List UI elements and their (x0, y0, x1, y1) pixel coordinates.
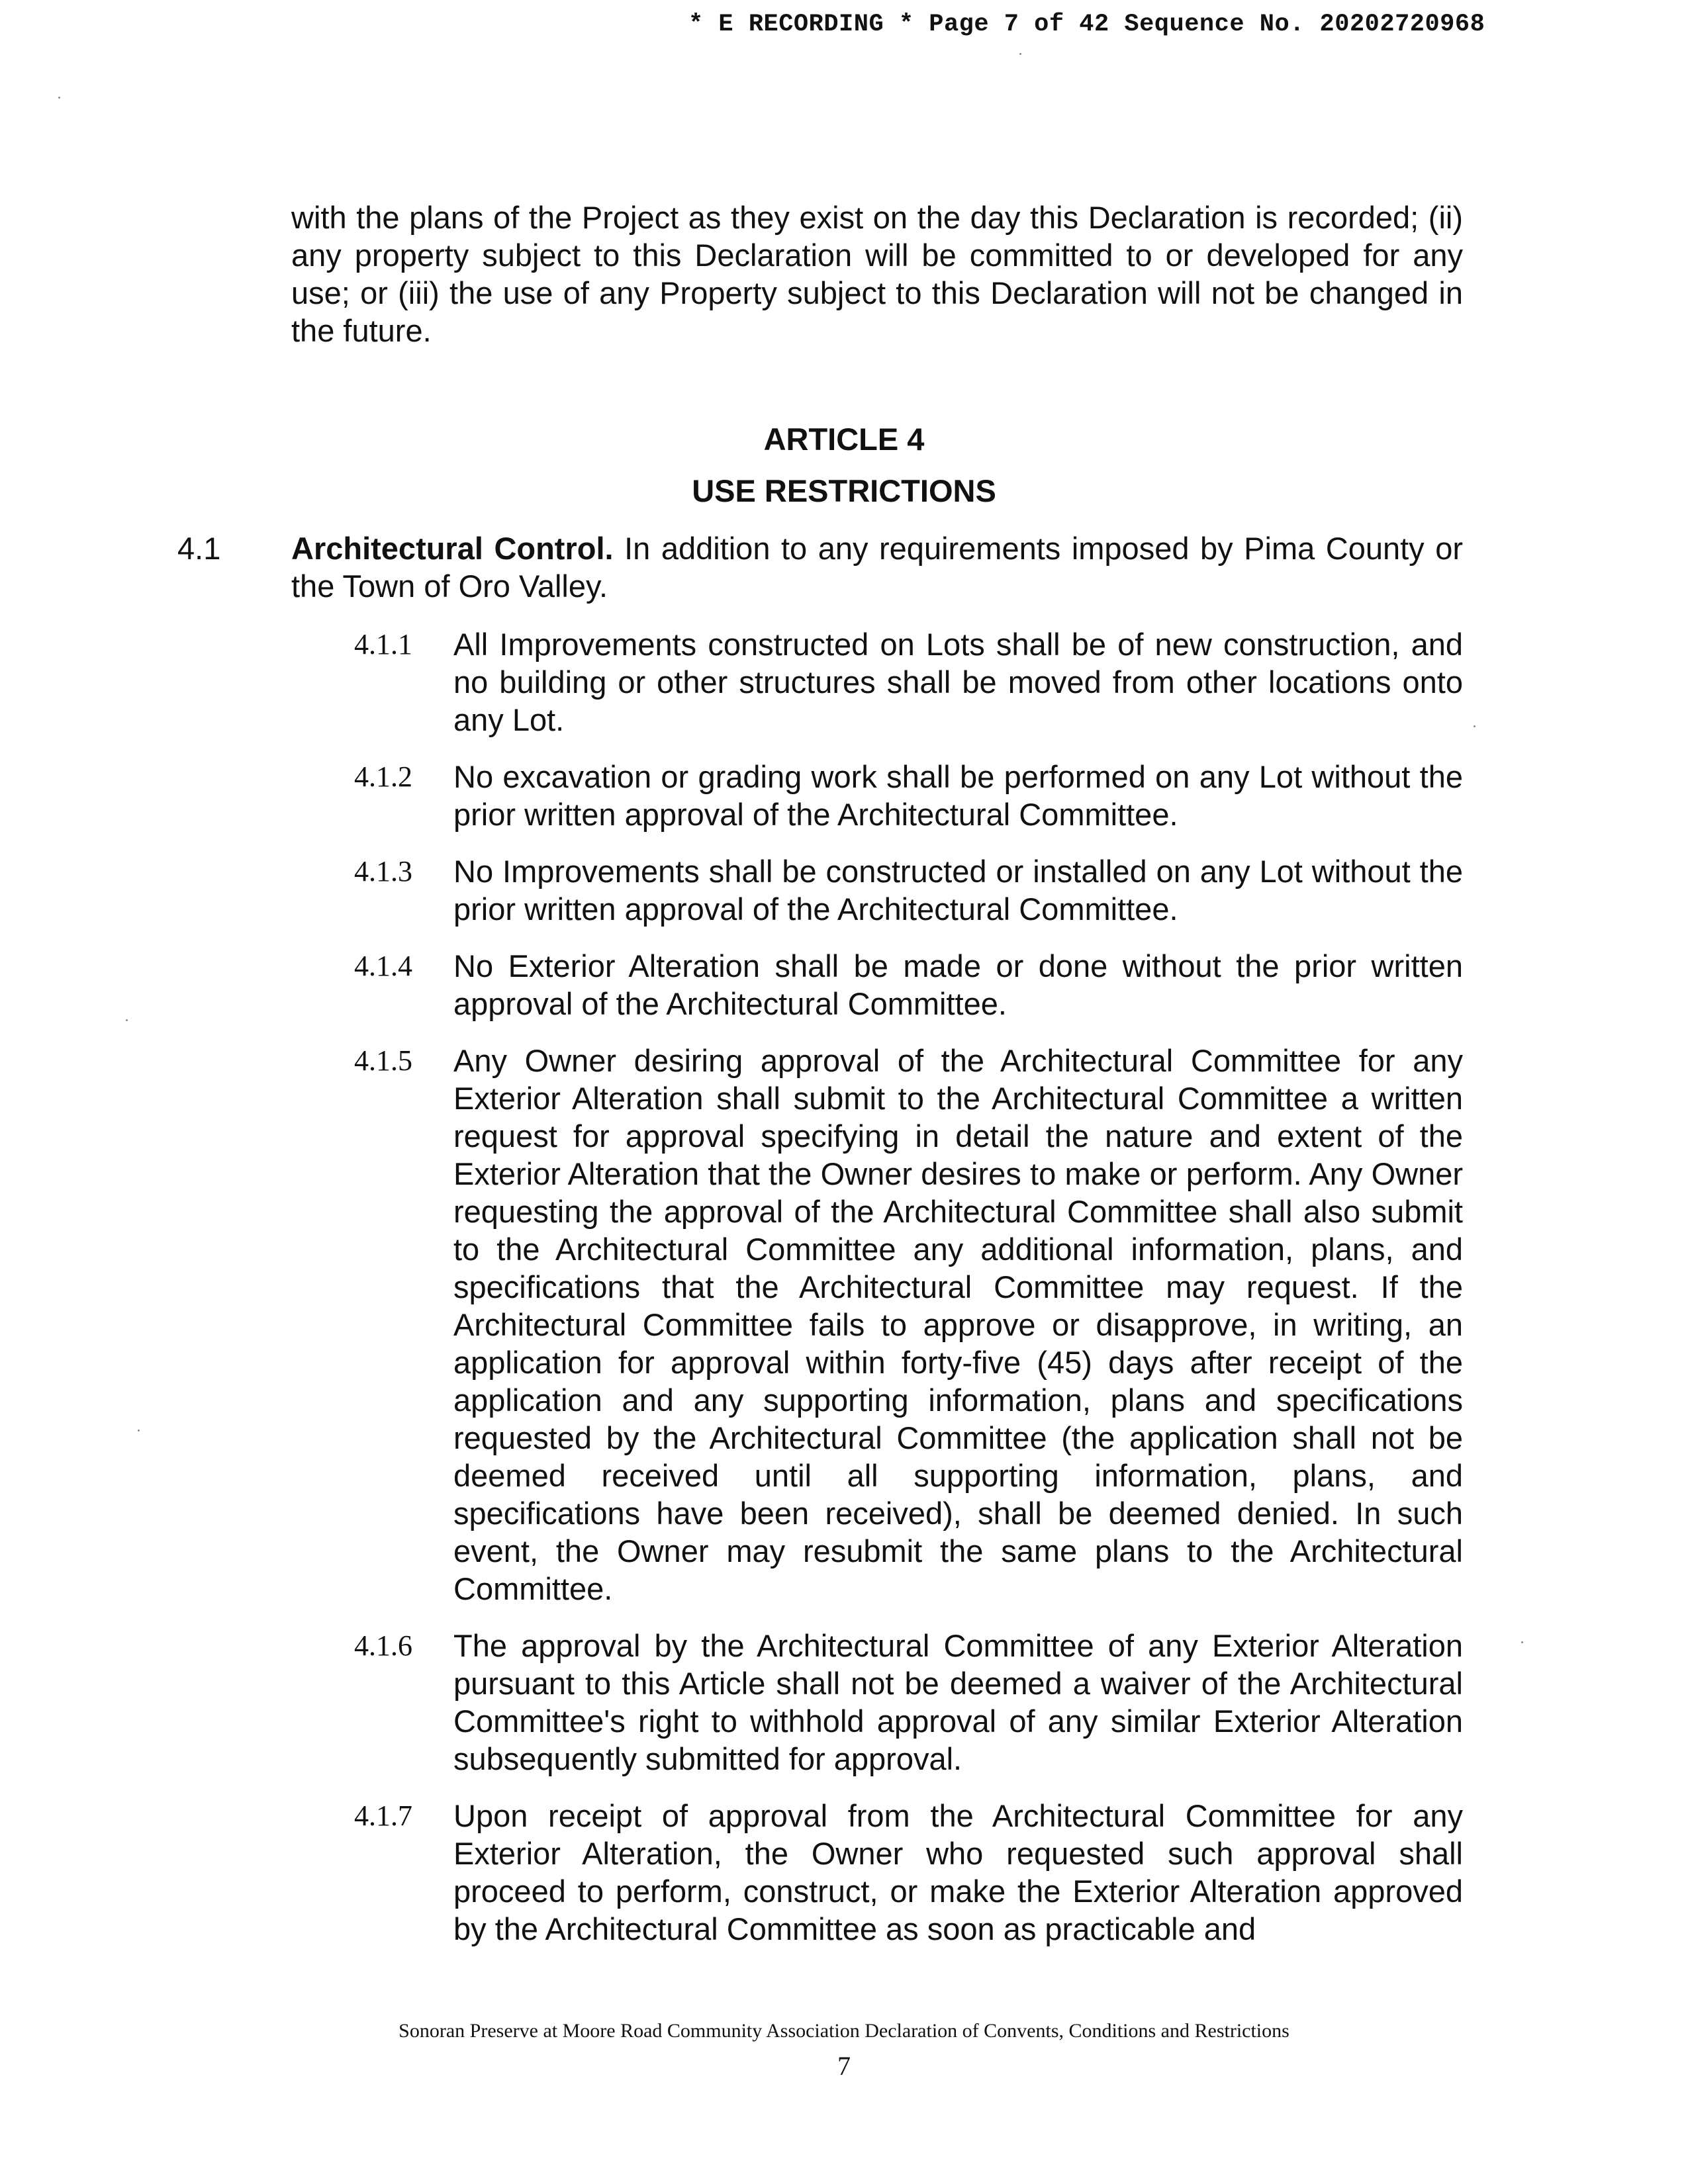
subsection-number: 4.1.1 (354, 628, 412, 660)
subsection-number: 4.1.3 (354, 855, 412, 887)
section-body: In addition to any requirements imposed by Pima County or the Town of Oro Valley. (291, 531, 1463, 604)
article-title: USE RESTRICTIONS (692, 473, 996, 508)
subsection-4-1-2 (354, 758, 1463, 833)
article-number: ARTICLE 4 (763, 422, 925, 457)
subsection-text: Any Owner desiring approval of the Architectural Committee for any Exterior Alteration shall submit to the Architectural Committee a written request for approval specifying in detail the nature and extent of the Exterior Alteration that the Owner desires to make or perform. Any Owner requesting the approval of the Architectural Committee shall also submit to the Architectural Committee any additional information, plans, and specifications that the Architectural Committee may request. If the Architectural Committee fails to approve or disapprove, in writing, an application for approval within forty-five (45) days after receipt of the application and any supporting information, plans and specifications requested by the Architectural Committee (the application shall not be deemed received until all supporting information, plans, and specifications have been received), shall be deemed denied. In such event, the Owner may resubmit the same plans to the Architectural Committee. (453, 1043, 1463, 1606)
subsection-4-1-1 (354, 625, 1463, 739)
recording-header: * E RECORDING * Page 7 of 42 Sequence No. 20202720968 (688, 11, 1485, 38)
section-number: 4.1 (177, 531, 221, 566)
scan-speck (1521, 1641, 1523, 1643)
subsection-text: No excavation or grading work shall be performed on any Lot without the prior written approval of the Architectural Committee. (453, 759, 1463, 832)
scan-speck (138, 1430, 140, 1432)
subsection-number: 4.1.2 (354, 760, 412, 793)
scan-speck (126, 1019, 128, 1021)
subsection-list (354, 625, 1463, 1967)
subsection-number: 4.1.5 (354, 1044, 412, 1077)
section-4-1 (177, 529, 1463, 605)
scan-speck (1019, 53, 1021, 55)
section-text (291, 529, 1463, 605)
subsection-text: No Exterior Alteration shall be made or done without the prior written approval of the Architectural Committee. (453, 948, 1463, 1021)
subsection-text: Upon receipt of approval from the Architectural Committee for any Exterior Alteration, the Owner who requested such approval shall proceed to perform, construct, or make the Exterior Alteration approved by the Architectural Committee as soon as practicable and (453, 1798, 1463, 1946)
subsection-4-1-6 (354, 1627, 1463, 1778)
footer-page-number: 7 (837, 2051, 851, 2081)
subsection-text: The approval by the Architectural Committee of any Exterior Alteration pursuant to this Article shall not be deemed a waiver of the Architectural Committee's right to withhold approval of any similar Exterior Alteration subsequently submitted for approval. (453, 1628, 1463, 1776)
scan-speck (58, 97, 60, 99)
subsection-number: 4.1.7 (354, 1799, 412, 1832)
subsection-number: 4.1.4 (354, 950, 412, 982)
subsection-number: 4.1.6 (354, 1629, 412, 1662)
section-title: Architectural Control. (291, 531, 614, 566)
subsection-4-1-7 (354, 1797, 1463, 1948)
subsection-text: No Improvements shall be constructed or installed on any Lot without the prior written approval of the Architectural Committee. (453, 854, 1463, 927)
intro-paragraph: with the plans of the Project as they exist on the day this Declaration is recorded; (ii) any property subject to this Declaration will be committed to or developed for any use; or (iii) the use of any Property subject to this Declaration will not be changed in the future. (291, 200, 1463, 348)
scan-speck (1474, 725, 1476, 727)
subsection-4-1-5 (354, 1042, 1463, 1608)
subsection-4-1-4 (354, 947, 1463, 1023)
subsection-text: All Improvements constructed on Lots shall be of new construction, and no building or other structures shall be moved from other locations onto any Lot. (453, 627, 1463, 737)
footer-document-title: Sonoran Preserve at Moore Road Community Association Declaration of Convents, Conditions and Restrictions (399, 2020, 1289, 2042)
subsection-4-1-3 (354, 852, 1463, 928)
